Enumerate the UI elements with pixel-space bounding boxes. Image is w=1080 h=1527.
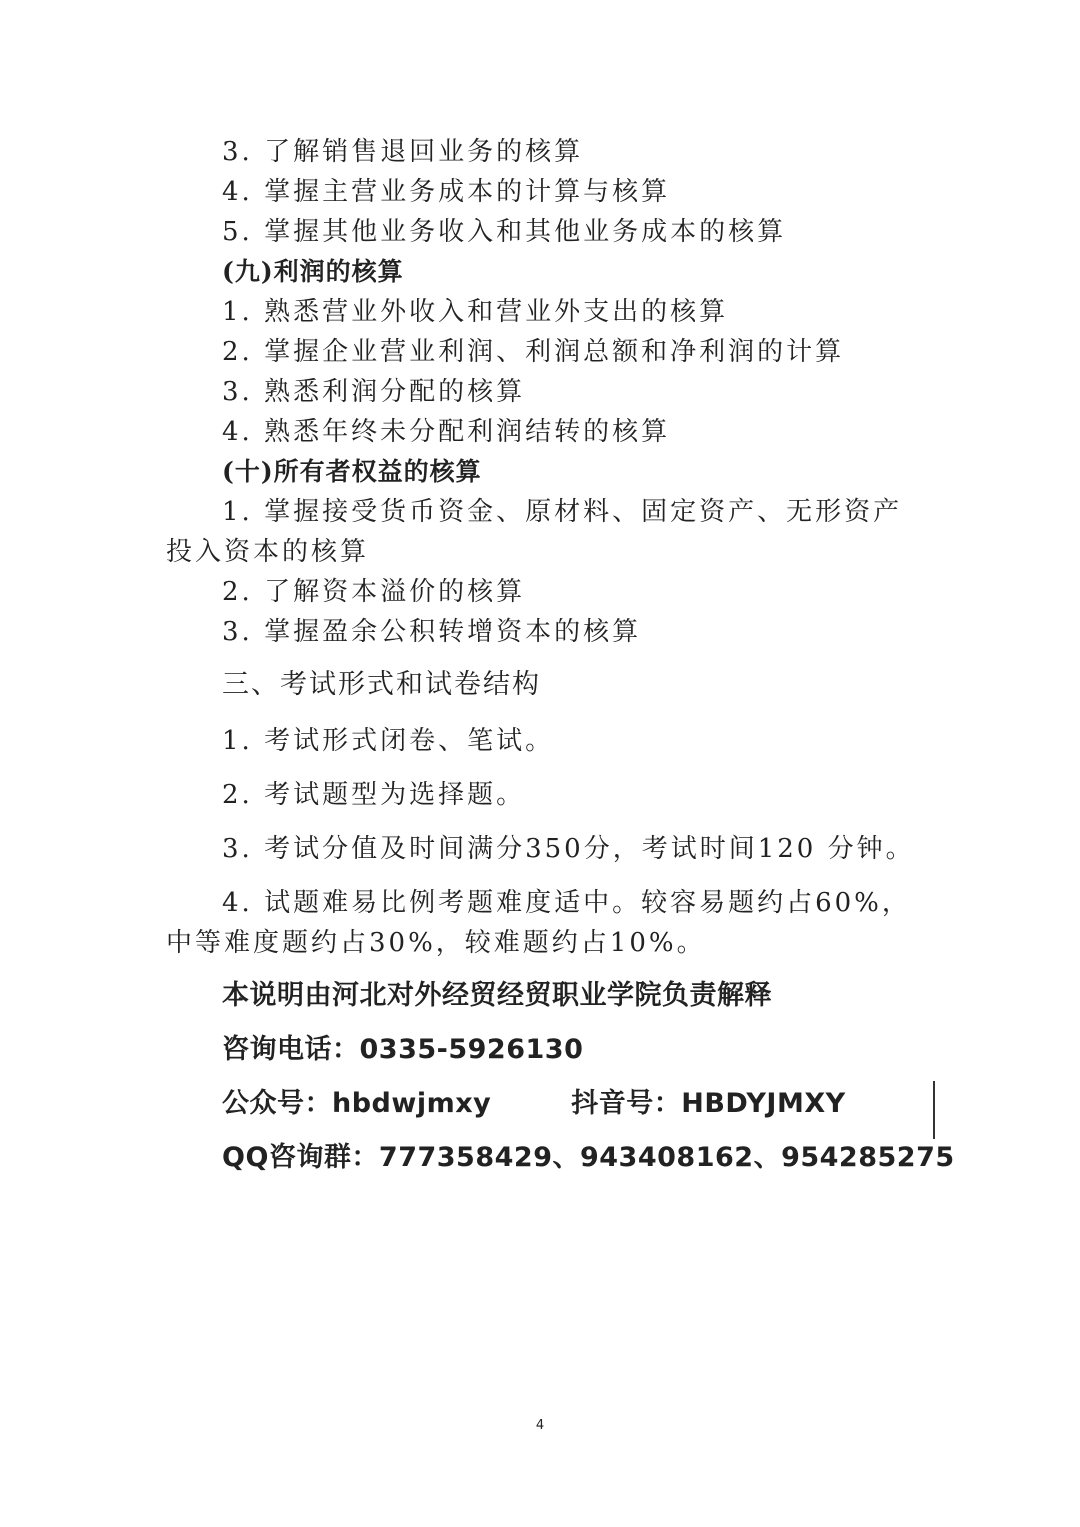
list-item: 2. 考试题型为选择题。 (222, 780, 526, 810)
list-item: 4. 掌握主营业务成本的计算与核算 (222, 177, 671, 207)
list-item: 2. 了解资本溢价的核算 (222, 577, 526, 607)
list-item: 3. 了解销售退回业务的核算 (222, 137, 584, 167)
list-item: 3. 考试分值及时间满分350分，考试时间120 分钟。 (222, 834, 915, 864)
part-heading: 三、考试形式和试卷结构 (222, 669, 541, 700)
page-number: 4 (535, 1418, 545, 1433)
list-item: 4. 熟悉年终未分配利润结转的核算 (222, 417, 671, 447)
list-item: 3. 掌握盈余公积转增资本的核算 (222, 617, 642, 647)
explanation-note: 本说明由河北对外经贸经贸职业学院负责解释 (222, 980, 772, 1011)
list-item: 1. 掌握接受货币资金、原材料、固定资产、无形资产投入资本的核算 (166, 497, 903, 567)
social-line (222, 1084, 930, 1124)
list-item: 1. 考试形式闭卷、笔试。 (222, 726, 555, 756)
vertical-divider (933, 1081, 935, 1139)
wechat-account: 公众号：hbdwjmxy (222, 1088, 492, 1119)
phone-line: 咨询电话：0335-5926130 (222, 1034, 584, 1065)
list-item: 2. 掌握企业营业利润、利润总额和净利润的计算 (222, 337, 845, 367)
list-item: 5. 掌握其他业务收入和其他业务成本的核算 (222, 217, 787, 247)
section-heading: (九)利润的核算 (222, 257, 404, 286)
list-item: 1. 熟悉营业外收入和营业外支出的核算 (222, 297, 729, 327)
qq-groups-line: QQ咨询群：777358429、943408162、954285275 (222, 1142, 955, 1173)
list-item: 3. 熟悉利润分配的核算 (222, 377, 526, 407)
list-item: 4. 试题难易比例考题难度适中。较容易题约占60%，中等难度题约占30%，较难题约占10%。 (166, 888, 911, 958)
section-heading: (十)所有者权益的核算 (222, 457, 482, 486)
douyin-account: 抖音号：HBDYJMXY (571, 1088, 846, 1119)
